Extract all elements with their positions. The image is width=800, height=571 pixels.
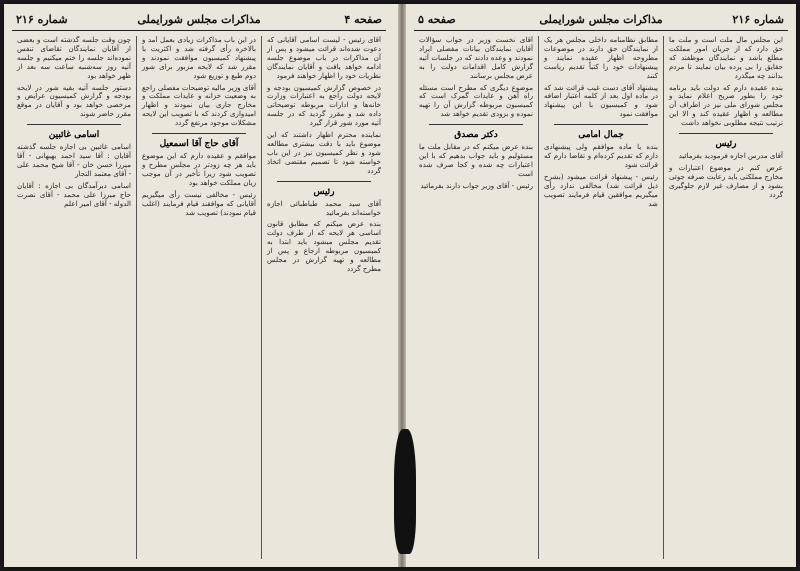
- speaker-heading: جمال امامی: [578, 130, 624, 141]
- paragraph: نماینده محترم اظهار داشتند که این موضوع باید با دقت بیشتری مطالعه شود و نظر کمیسیون نیز در این باب خواسته شود تا تصمیم مقتضی اتخاذ گردد: [267, 130, 381, 175]
- paragraph: چون وقت جلسه گذشته است و بعضی از آقایان نمایندگان تقاضای تنفس نموده‌اند جلسه را ختم میکنیم و جلسه آتیه روز سه‌شنبه ساعت سه بعد از ظهر خواهد بود: [17, 36, 131, 80]
- paragraph: آقای وزیر مالیه توضیحات مفصلی راجع به وضعیت خزانه و عایدات مملکت و مخارج جاری بیان نمودند و اظهار امیدواری کردند که با تصویب این لایحه مشکلات موجود مرتفع گردد: [142, 82, 256, 128]
- divider: [152, 133, 246, 134]
- paragraph: موافقم و عقیده دارم که این موضوع باید هر چه زودتر در مجلس مطرح و تصویب شود زیرا تأخیر در آن موجب زیان مملکت خواهد بود: [142, 151, 256, 187]
- newspaper-spread: [4, 4, 796, 567]
- speaker-heading: آقای حاج آقا اسمعیل: [159, 139, 239, 150]
- paragraph: رئیس - مخالفی نیست رأی میگیریم آقایانی که موافقند قیام فرمایند (اغلب قیام نمودند) تصویب شد: [142, 189, 256, 217]
- paragraph: بنده عقیده دارم که دولت باید برنامه خود را بطور صریح اعلام نماید و مجلس شورای ملی نیز در اطراف آن مطالعه و اظهار عقیده کند و الا این ترتیب نتیجه مطلوبی نخواهد داشت: [669, 82, 783, 128]
- paragraph: آقای نخست وزیر در جواب سؤالات آقایان نمایندگان بیانات مفصلی ایراد نمودند و وعده دادند که در جلسات آتیه گزارش کامل اقدامات دولت را به عرض مجلس برسانند: [419, 36, 533, 80]
- paragraph: عرض کنم در موضوع اعتبارات و مخارج مملکتی باید رعایت صرفه جوئی بشود و از مصارف غیر لازم جلوگیری گردد: [669, 162, 783, 199]
- issue-number: شماره ۲۱۶: [732, 13, 784, 26]
- speaker-heading: رئیس: [313, 186, 335, 197]
- column-3: [12, 36, 136, 559]
- paragraph: موضوع دیگری که مطرح است مسئله راه آهن و عایدات گمرک است که کمیسیون مربوطه گزارش آن را تهیه نموده و بزودی تقدیم خواهد شد: [419, 82, 533, 119]
- paragraph: آقای رئیس - لیست اسامی آقایانی که دعوت شده‌اند قرائت میشود و پس از آن مذاکرات در باب موضوع جلسه ادامه خواهد یافت و آقایان نمایندگان نظریات خود را اظهار خواهند فرمود: [267, 36, 381, 80]
- divider: [679, 133, 773, 134]
- page-number: صفحه ۴: [344, 13, 382, 26]
- paragraph: این مجلس مال ملت است و ملت ما حق دارد که از جریان امور مملکت مطلع باشد و نمایندگان موظفند که حقایق را بی پرده بیان نمایند تا مردم بدانند چه میگذرد: [669, 36, 783, 80]
- issue-number: شماره ۲۱۶: [16, 13, 68, 26]
- running-head-title: مذاکرات مجلس شورایملی: [539, 13, 663, 26]
- paragraph: رئیس - آقای وزیر جواب دارند بفرمائید: [420, 180, 533, 190]
- paragraph: بنده با ماده موافقم ولی پیشنهادی دارم که تقدیم کرده‌ام و تقاضا دارم که قرائت شود: [544, 142, 658, 169]
- running-head: [414, 10, 788, 31]
- speaker-heading: اسامی غائبین: [48, 130, 100, 141]
- column-3: [414, 36, 538, 559]
- paragraph: مطابق نظامنامه داخلی مجلس هر یک از نمایندگان حق دارند در موضوعات مطروحه اظهار عقیده نمایند و پیشنهادات خود را کتباً تقدیم ریاست کنند: [544, 36, 658, 80]
- paragraph: اسامی دیرآمدگان بی اجازه : آقایان حاج میرزا علی محمد - آقای نصرت الدوله - آقای امیر اعلم: [17, 180, 131, 208]
- paragraph: پیشنهاد آقای دست غیب قرائت شد که در ماده اول بعد از کلمه اعتبار اضافه شود و کمیسیون با این پیشنهاد موافقت نمود: [544, 82, 658, 119]
- speaker-heading: دکتر مصدق: [454, 130, 498, 141]
- right-page: [406, 4, 796, 567]
- divider: [554, 124, 648, 125]
- divider: [27, 124, 121, 125]
- column-1: [663, 36, 788, 559]
- left-page: [4, 4, 394, 567]
- text-columns: [12, 36, 386, 559]
- divider: [277, 181, 371, 182]
- paragraph: آقای سید محمد طباطبائی اجازه خواسته‌اند بفرمائید: [267, 198, 381, 217]
- column-1: [261, 36, 386, 559]
- running-head: [12, 10, 386, 31]
- paragraph: دستور جلسه آتیه بقیه شور در لایحه بودجه و گزارش کمیسیون عرایض و مرخصی خواهد بود و آقایان در موقع مقرر حاضر شوند: [17, 82, 131, 119]
- paragraph: اسامی غائبین بی اجازه جلسه گذشته آقایان : آقا سید احمد بهبهانی - آقا میرزا حسن خان - آقا شیخ محمد علی - آقای معتمد التجار: [17, 142, 131, 178]
- page-number: صفحه ۵: [418, 13, 456, 26]
- paragraph: در این باب مذاکرات زیادی بعمل آمد و بالاخره رأی گرفته شد و اکثریت با پیشنهاد کمیسیون موافقت نمودند و مقرر شد که لایحه مزبور برای شور دوم طبع و توزیع شود: [142, 36, 256, 80]
- paragraph: در خصوص گزارش کمیسیون بودجه و لایحه دولت راجع به اعتبارات وزارت خانه‌ها و ادارات مربوطه توضیحاتی داده شد و مقرر گردید که در جلسه آتیه مورد شور قرار گیرد: [267, 82, 381, 128]
- paragraph: بنده عرض میکنم که مطابق قانون اساسی هر لایحه که از طرف دولت تقدیم مجلس میشود باید ابتدا به کمیسیون مربوطه ارجاع و پس از مطالعه و تهیه گزارش در مجلس مطرح گردد: [267, 219, 381, 273]
- column-2: [136, 36, 261, 559]
- column-2: [538, 36, 663, 559]
- paragraph: آقای مدرس اجازه فرمودید بفرمائید: [678, 151, 783, 161]
- paragraph: رئیس - پیشنهاد قرائت میشود (بشرح ذیل قرائت شد) مخالفی ندارد رأی میگیریم موافقین قیام فرمایند تصویب شد: [544, 171, 658, 208]
- speaker-heading: رئیس: [715, 139, 737, 150]
- paragraph: بنده عرض میکنم که در مقابل ملت ما مسئولیم و باید جواب بدهیم که با این اعتبارات چه شده و کجا صرف شده است: [419, 142, 533, 178]
- running-head-title: مذاکرات مجلس شورایملی: [137, 13, 261, 26]
- divider: [429, 124, 523, 125]
- text-columns: [414, 36, 788, 559]
